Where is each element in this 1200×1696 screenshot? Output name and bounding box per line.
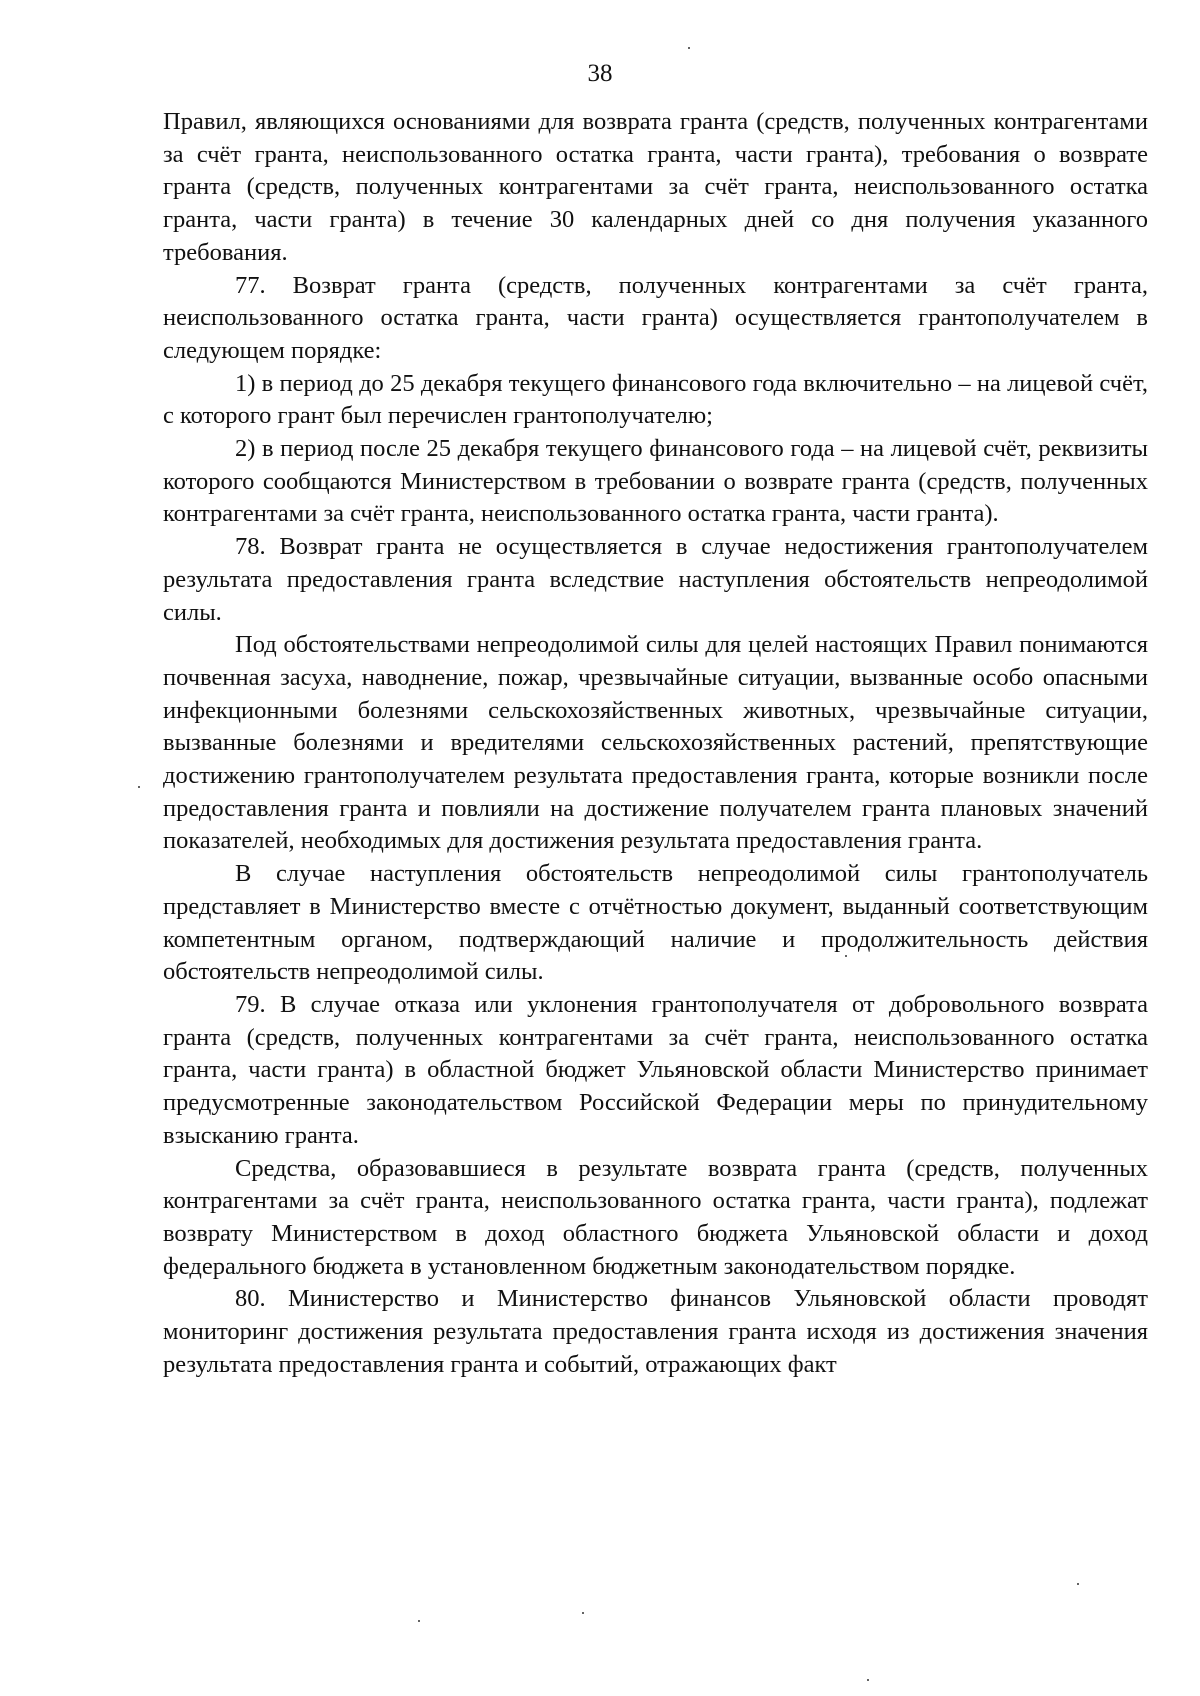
paragraph-clause-80: 80. Министерство и Министерство финансов Ульяновской области проводят мониторинг достижения результата предоставления гранта исходя из достижения значения результата предоставления гранта и событий, отражающих факт [163,1285,1148,1378]
scan-speck [582,1612,584,1614]
paragraph-item-1: 1) в период до 25 декабря текущего финансового года включительно – на лицевой счёт, с которого грант был перечислен грантополучателю; [163,369,1148,430]
scan-speck [1077,1583,1079,1585]
document-body [163,106,1148,1381]
page-number: 38 [587,60,613,87]
paragraph: Правил, являющихся основаниями для возврата гранта (средств, полученных контрагентами за счёт гранта, неиспользованного остатка гранта, части гранта), требования о возврате гранта (средств, полученных контрагентами за счёт гранта, неиспользованного остатка гранта, части гранта) в течение 30 календарных дней со дня получения указанного требования. [163,108,1148,266]
scan-speck [688,47,690,49]
scan-speck [845,955,847,957]
scan-speck [138,786,140,788]
paragraph-clause-78: 78. Возврат гранта не осуществляется в случае недостижения грантополучателем результата предоставления гранта вследствие наступления обстоятельств непреодолимой силы. [163,533,1148,626]
paragraph-force-majeure-definition: Под обстоятельствами непреодолимой силы для целей настоящих Правил понимаются почвенная засуха, наводнение, пожар, чрезвычайные ситуации, вызванные особо опасными инфекционными болезнями сельскохозяйственных животных, чрезвычайные ситуации, вызванные болезнями и вредителями сельскохозяйственных растений, препятствующие достижению грантополучателем результата предоставления гранта, которые возникли после предоставления гранта и повлияли на достижение получателем гранта плановых значений показателей, необходимых для достижения результата предоставления гранта. [163,631,1148,855]
paragraph-clause-79: 79. В случае отказа или уклонения грантополучателя от добровольного возврата гранта (средств, полученных контрагентами за счёт гранта, неиспользованного остатка гранта, части гранта) в областной бюджет Ульяновской области Министерство принимает предусмотренные законодательством Российской Федерации меры по принудительному взысканию гранта. [163,990,1148,1149]
paragraph-force-majeure-report: В случае наступления обстоятельств непреодолимой силы грантополучатель представляет в Министерство вместе с отчётностью документ, выданный соответствующим компетентным органом, подтверждающий наличие и продолжительность действия обстоятельств непреодолимой силы. [163,860,1148,986]
scan-speck [418,1620,420,1622]
scan-speck [867,1679,869,1681]
paragraph-item-2: 2) в период после 25 декабря текущего финансового года – на лицевой счёт, реквизиты которого сообщаются Министерством в требовании о возврате гранта (средств, полученных контрагентами за счёт гранта, неиспользованного остатка гранта, части гранта). [163,435,1148,528]
paragraph-returned-funds: Средства, образовавшиеся в результате возврата гранта (средств, полученных контрагентами за счёт гранта, неиспользованного остатка гранта, части гранта), подлежат возврату Министерством в доход областного бюджета Ульяновской области и доход федерального бюджета в установленном бюджетным законодательством порядке. [163,1154,1148,1280]
paragraph-clause-77: 77. Возврат гранта (средств, полученных контрагентами за счёт гранта, неиспользованного остатка гранта, части гранта) осуществляется грантополучателем в следующем порядке: [163,271,1148,364]
